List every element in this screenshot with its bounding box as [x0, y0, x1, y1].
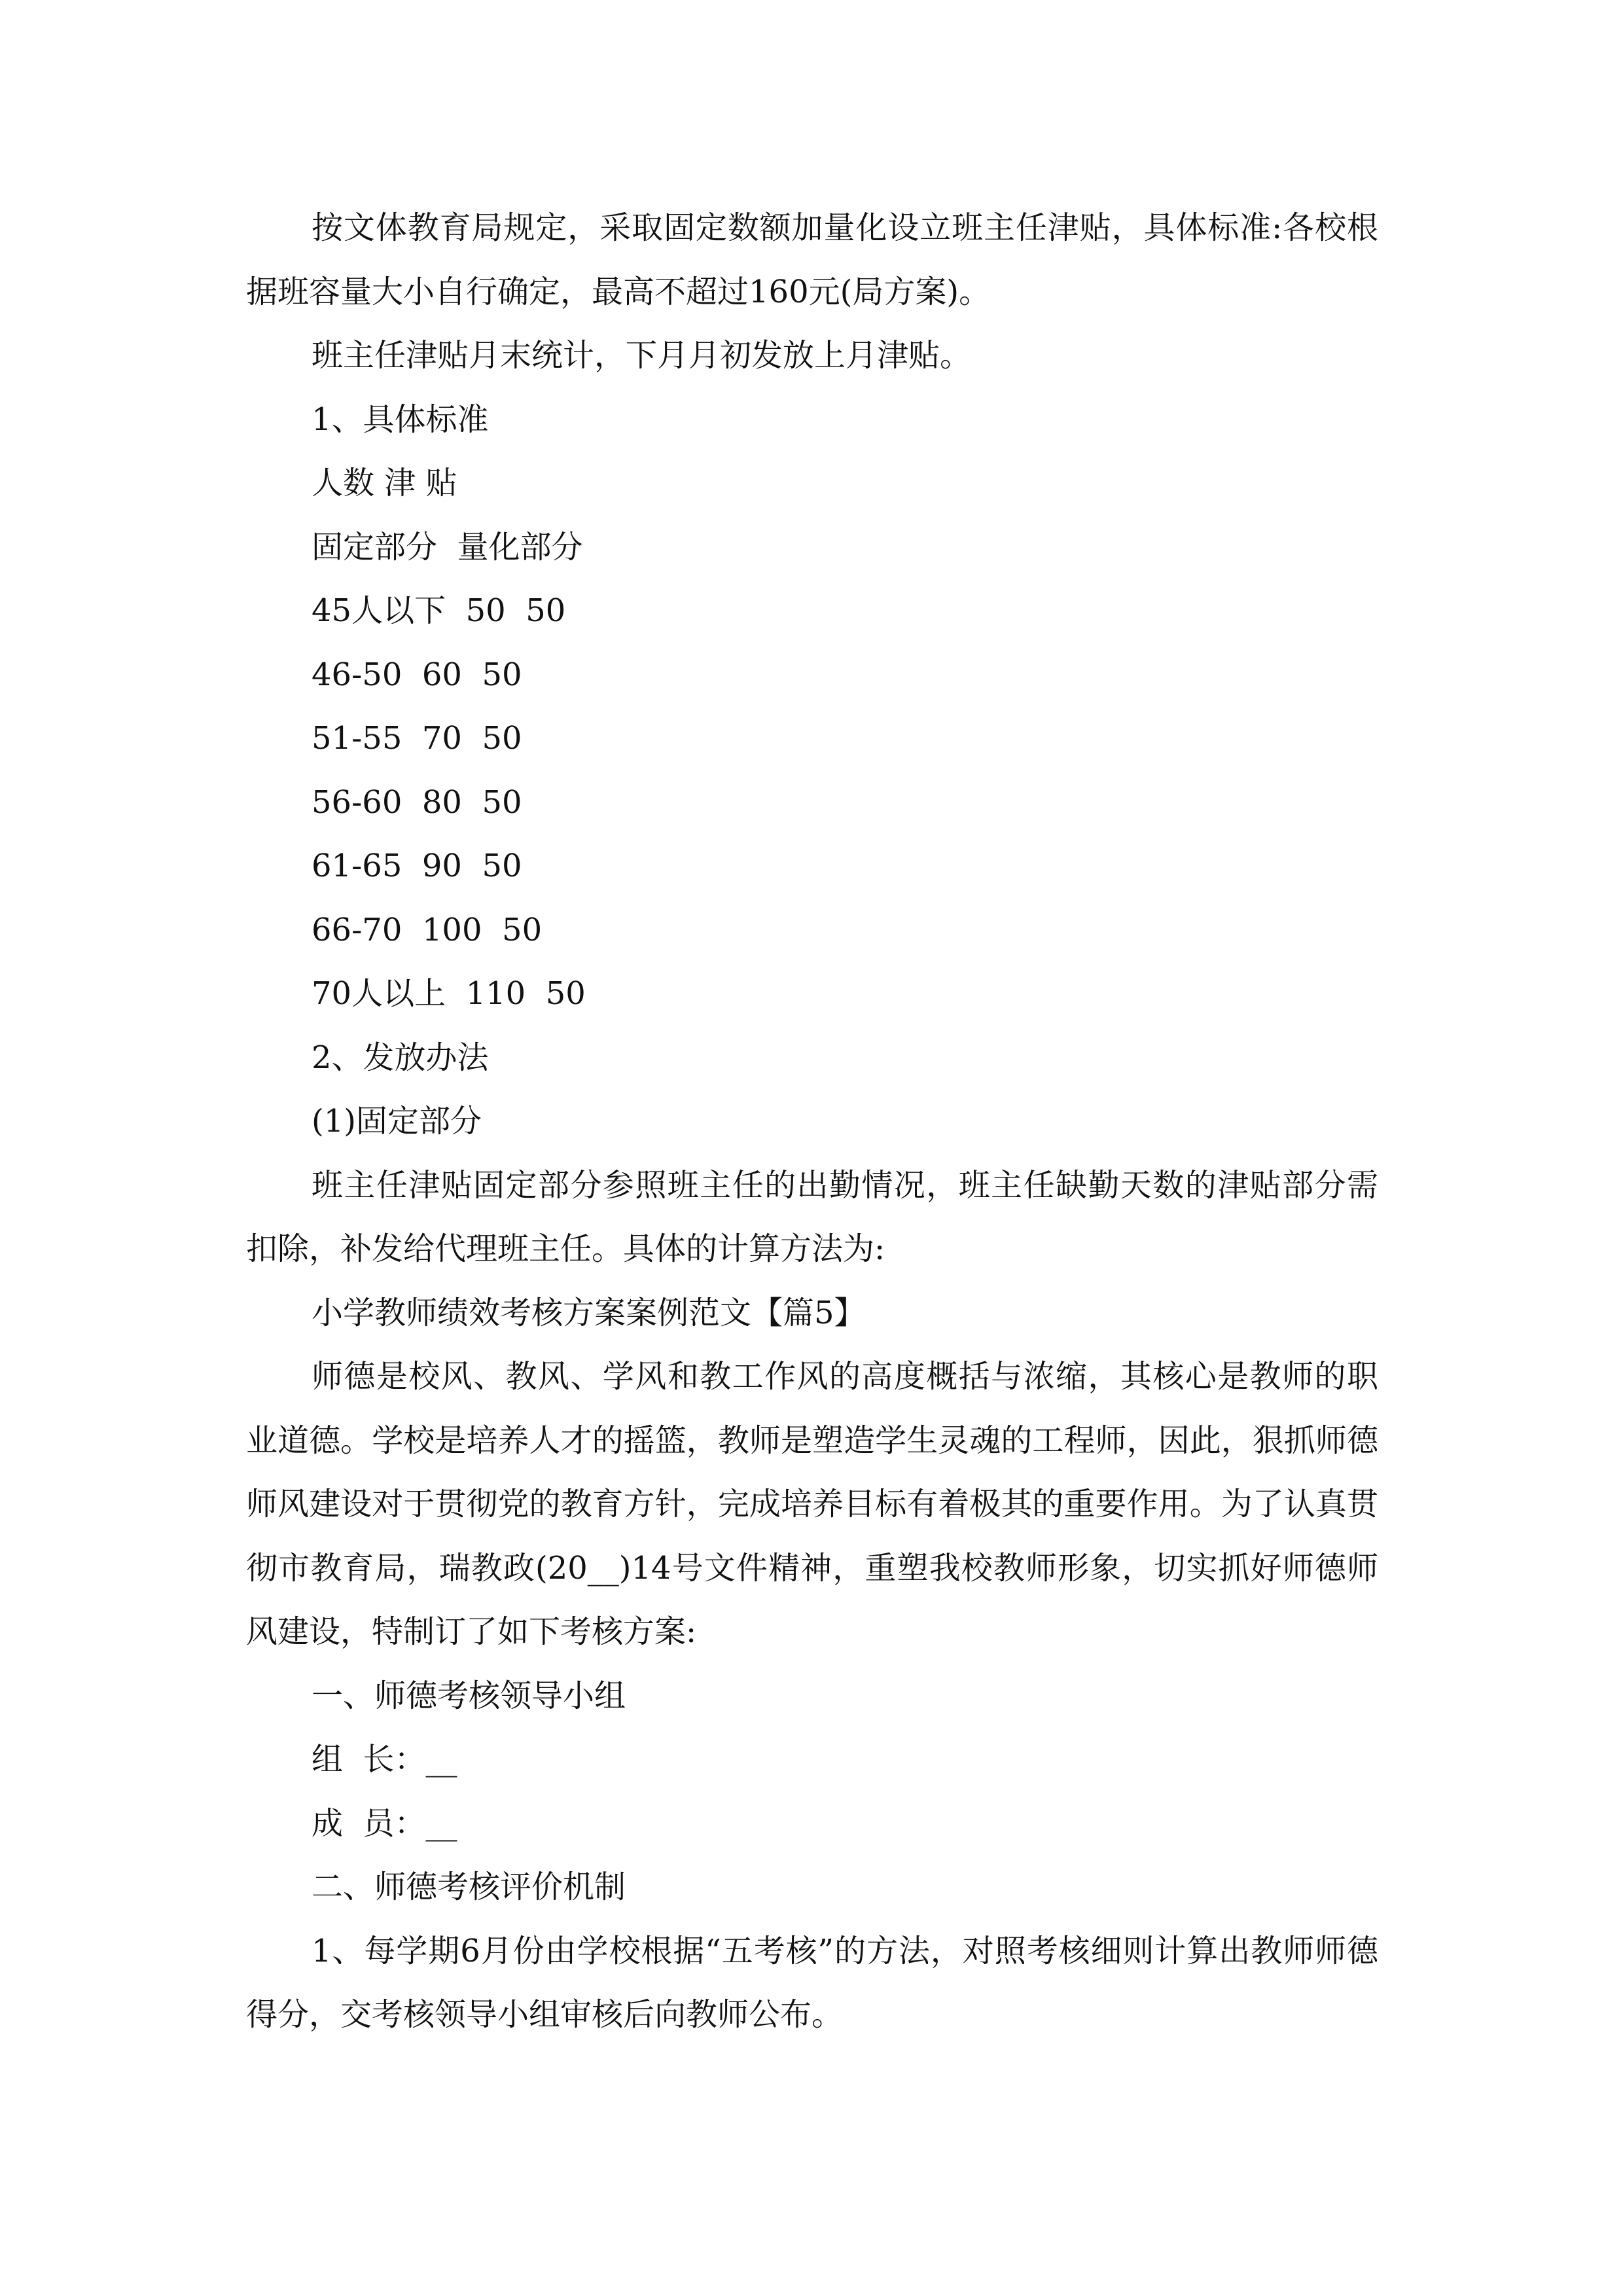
table-row: 66-70 100 50: [312, 911, 543, 948]
paragraph-teacher-ethics-intro: 师德是校风、教风、学风和教工作风的高度概括与浓缩，其核心是教师的职业道德。学校是培养人才的摇篮，教师是塑造学生灵魂的工程师，因此，狠抓师德师风建设对于贯彻党的教育方针，完成培养目标有着极其的重要作用。为了认真贯彻市教育局，瑞教政(20__)14号文件精神，重塑我校教师形象，切实抓好师德师风建设，特制订了如下考核方案:: [246, 1358, 1378, 1650]
table-row: 61-65 90 50: [312, 848, 522, 884]
paragraph-allowance-rule: 按文体教育局规定，采取固定数额加量化设立班主任津贴，具体标准:各校根据班容量大小自行确定，最高不超过160元(局方案)。: [246, 209, 1378, 310]
group-members-line: 成 员：__: [312, 1804, 457, 1842]
paragraph-payment-timing: 班主任津贴月末统计，下月月初发放上月津贴。: [312, 337, 972, 374]
heading-evaluation-mechanism: 二、师德考核评价机制: [312, 1869, 626, 1905]
paragraph-fixed-part-detail: 班主任津贴固定部分参照班主任的出勤情况，班主任缺勤天数的津贴部分需扣除，补发给代理班主任。具体的计算方法为:: [246, 1166, 1378, 1267]
table-row: 46-50 60 50: [312, 656, 522, 693]
document-body: [246, 196, 1378, 2047]
heading-payment-method: 2、发放办法: [312, 1039, 489, 1076]
heading-leadership-group: 一、师德考核领导小组: [312, 1677, 626, 1714]
table-row: 45人以下 50 50: [312, 592, 566, 629]
table-row: 70人以上 110 50: [312, 975, 586, 1012]
section-title-part5: 小学教师绩效考核方案案例范文【篇5】: [312, 1294, 866, 1331]
table-row: 56-60 80 50: [312, 783, 522, 821]
heading-specific-standard: 1、具体标准: [312, 401, 489, 438]
table-header-count-allowance: 人数 津 贴: [312, 465, 457, 501]
table-header-parts: 固定部分 量化部分: [312, 528, 583, 565]
table-row: 51-55 70 50: [312, 720, 522, 757]
heading-fixed-part: (1)固定部分: [312, 1103, 482, 1139]
group-leader-line: 组 长：__: [312, 1741, 457, 1778]
paragraph-evaluation-step-1: 1、每学期6月份由学校根据“五考核”的方法，对照考核细则计算出教师师德得分，交考核领导小组审核后向教师公布。: [246, 1932, 1378, 2033]
